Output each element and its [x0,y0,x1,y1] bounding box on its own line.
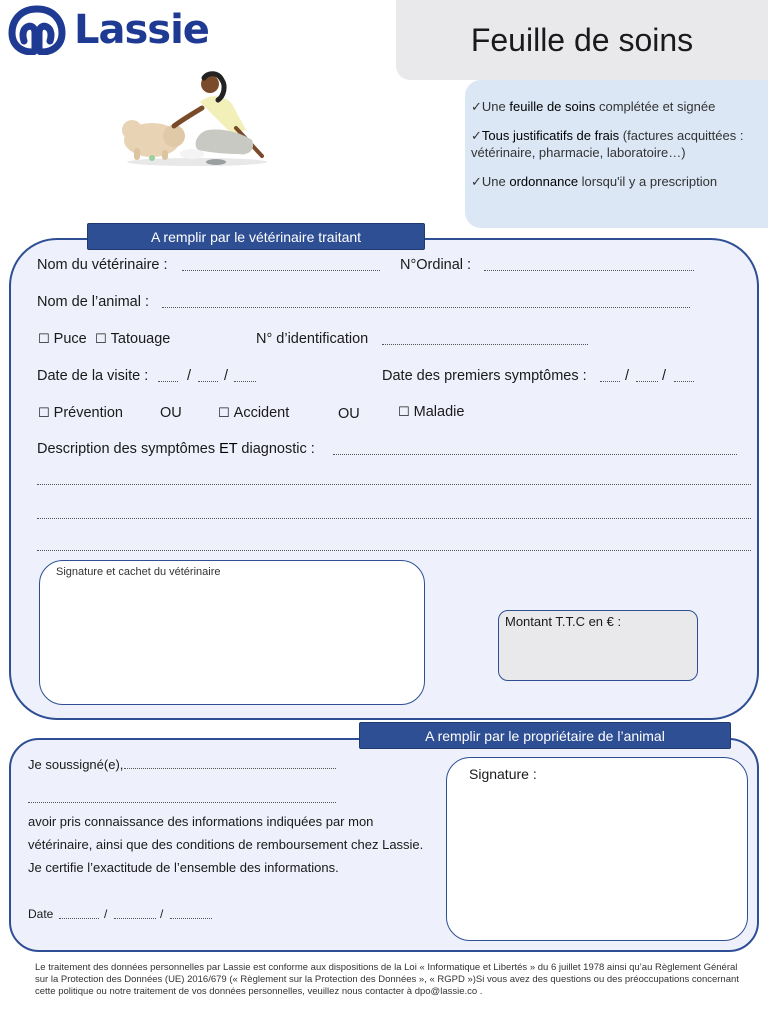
id-number-label: N° d’identification [256,331,369,347]
owner-date-year-field[interactable] [170,918,212,919]
required-documents-checklist [465,80,768,228]
brand-name: Lassie [74,7,209,53]
owner-section-header: A remplir par le propriétaire de l’animal [359,722,731,749]
animal-name-field[interactable] [162,307,690,308]
visit-date-year-field[interactable] [234,381,256,382]
illness-option[interactable]: ☐ Maladie [398,404,465,420]
gdpr-footer-notice: Le traitement des données personnelles par Lassie est conforme aux dispositions de la Loi « Informatique et Libertés » du 6 juillet 1978 ainsi qu’au Règlement Général sur la Protection des Données (UE) 2016/679 (« Règlement sur la Protection des Données », « RGPD »)Si vous avez des questions ou des préoccupations concernant cette politique ou notre traitement de vos données personnelles, veuillez nous contacter à dpo@lassie.co . [35,962,739,997]
description-field-line[interactable] [37,550,751,551]
date-separator: / [160,907,164,921]
checklist-item: ✓Une feuille de soins complétée et signée [471,99,716,114]
undersigned-name-field-line[interactable] [28,802,336,803]
description-label: Description des symptômes ET diagnostic : [37,441,315,457]
description-field[interactable] [333,454,737,455]
page-title: Feuille de soins [470,21,694,58]
checkbox-icon[interactable]: ☐ [398,405,410,420]
symptoms-date-month-field[interactable] [636,381,658,382]
checkbox-icon[interactable]: ☐ [38,332,50,347]
ordinal-label: N°Ordinal : [400,257,472,273]
owner-date-month-field[interactable] [114,918,156,919]
description-field-line[interactable] [37,518,751,519]
tattoo-option[interactable]: ☐ Tatouage [95,331,171,347]
vet-signature-box[interactable] [39,560,425,705]
date-separator: / [662,368,667,384]
vet-name-label: Nom du vétérinaire : [37,257,168,273]
date-separator: / [224,368,229,384]
undersigned-label: Je soussigné(e), [28,757,124,772]
accident-option[interactable]: ☐ Accident [218,405,290,421]
first-symptoms-date-label: Date des premiers symptômes : [382,368,587,384]
animal-name-label: Nom de l’animal : [37,294,150,310]
prevention-option[interactable]: ☐ Prévention [38,405,123,421]
owner-date-label: Date [28,907,54,921]
vet-signature-label: Signature et cachet du vétérinaire [56,566,221,578]
ordinal-field[interactable] [484,270,694,271]
lassie-logo-icon [8,5,66,55]
amount-label: Montant T.T.C en € : [505,614,622,629]
checklist-item: ✓Tous justificatifs de frais (factures acquittées : vétérinaire, pharmacie, laboratoire…) [471,128,744,160]
vet-section-header: A remplir par le vétérinaire traitant [87,223,425,250]
owner-signature-box[interactable] [446,757,748,941]
or-label: OU [160,405,182,421]
checkbox-icon[interactable]: ☐ [95,332,107,347]
person-with-dog-illustration [112,70,282,170]
date-separator: / [625,368,630,384]
description-field-line[interactable] [37,484,751,485]
or-label: OU [338,406,360,422]
checkbox-icon[interactable]: ☐ [38,406,50,421]
symptoms-date-day-field[interactable] [600,381,620,382]
lassie-logo [8,4,248,56]
page-title-box [396,0,768,80]
visit-date-label: Date de la visite : [37,368,149,384]
id-number-field[interactable] [382,344,588,345]
owner-date-day-field[interactable] [59,918,99,919]
visit-date-month-field[interactable] [198,381,218,382]
date-separator: / [104,907,108,921]
vet-name-field[interactable] [182,270,380,271]
amount-box[interactable] [498,610,698,681]
visit-date-day-field[interactable] [158,381,178,382]
chip-option[interactable]: ☐ Puce [38,331,87,347]
date-separator: / [187,368,192,384]
checklist-item: ✓Une ordonnance lorsqu'il y a prescription [471,174,718,189]
symptoms-date-year-field[interactable] [674,381,694,382]
owner-declaration: avoir pris connaissance des informations indiquées par mon vétérinaire, ainsi que des conditions de remboursement chez Lassie. Je certifie l’exactitude de l’ensemble des informations. [28,814,424,875]
owner-signature-label: Signature : [469,766,537,782]
undersigned-name-field[interactable] [124,768,336,769]
checkbox-icon[interactable]: ☐ [218,406,230,421]
